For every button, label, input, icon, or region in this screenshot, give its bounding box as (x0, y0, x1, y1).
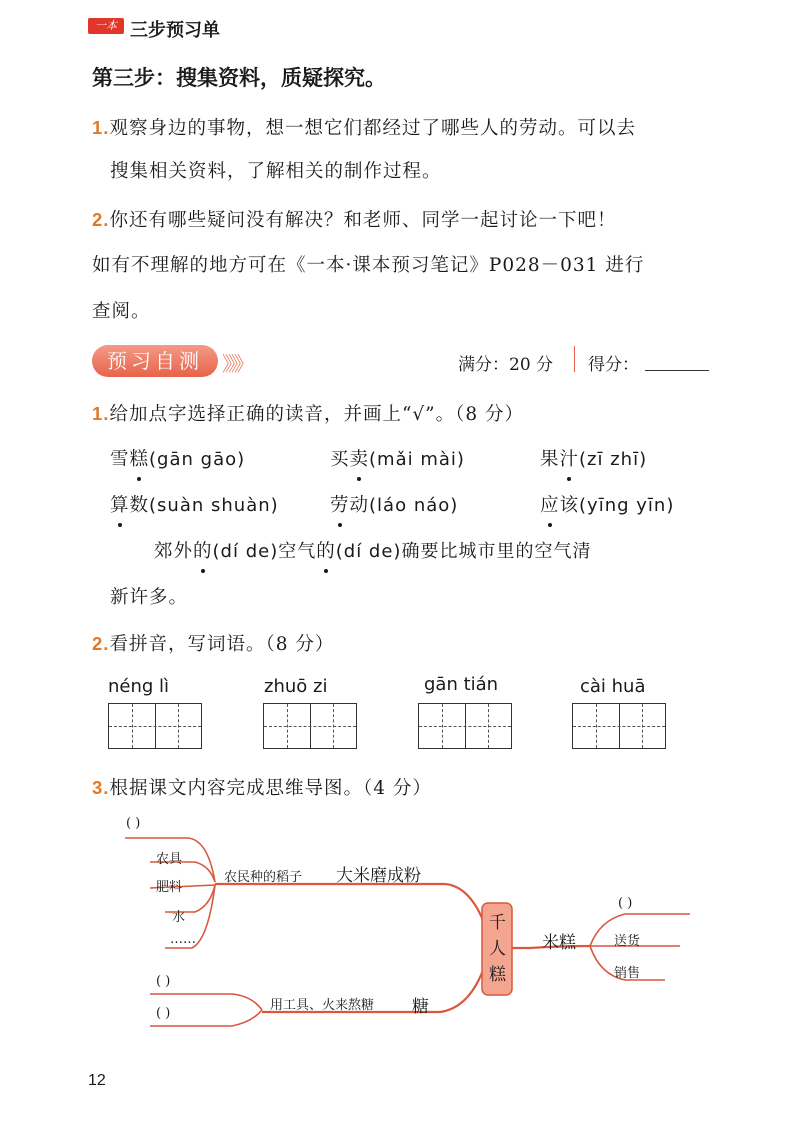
mindmap-blank[interactable]: ( ) (126, 816, 141, 831)
char: 果 (540, 449, 560, 470)
q1-sentence-line2: 新许多。 (110, 587, 189, 608)
self-test-badge: 预习自测 (92, 345, 218, 377)
dotted-char: 的 (193, 541, 213, 562)
sentence-part: 郊外 (154, 541, 194, 562)
q1-text: 给加点字选择正确的读音，并画上“√”。（8 分） (109, 404, 525, 425)
item-number: 3. (92, 777, 110, 798)
mindmap-item: 肥料 (156, 880, 183, 895)
full-score: 满分：20 分 (458, 355, 554, 375)
sentence-part[interactable]: (dí de)确要比城市里的空气清 (335, 541, 592, 562)
header-title: 三步预习单 (130, 20, 220, 41)
char: 数 (129, 495, 150, 516)
sentence-part[interactable]: (dí de)空气 (212, 541, 317, 562)
note-line2: 查阅。 (92, 301, 151, 322)
chevron-icon: 》》》 (222, 352, 250, 376)
mindmap-label: 农民种的稻子 (224, 870, 303, 885)
center-char: 千 (489, 913, 506, 933)
char: 买 (330, 449, 350, 470)
item1-text-line1: 观察身边的事物，想一想它们都经过了哪些人的劳动。可以去 (109, 118, 636, 139)
dotted-char: 卖 (349, 449, 370, 470)
item-number: 2. (92, 633, 110, 654)
pinyin-options[interactable]: (láo náo) (369, 495, 459, 516)
dotted-char: 算 (110, 495, 130, 516)
char: 该 (559, 495, 580, 516)
pinyin-options[interactable]: (suàn shuàn) (149, 495, 279, 516)
center-char: 人 (489, 939, 506, 959)
item-number: 1. (92, 117, 110, 138)
pinyin-options[interactable]: (yīng yīn) (579, 495, 675, 516)
dotted-char: 劳 (330, 495, 350, 516)
pinyin-label: néng lì (108, 676, 170, 697)
item2-text: 你还有哪些疑问没有解决？和老师、同学一起讨论一下吧！ (109, 210, 617, 231)
pinyin-label: cài huā (580, 676, 646, 697)
mindmap-item: 送货 (614, 934, 641, 949)
brand-logo: 一本 (88, 18, 124, 34)
score-label: 得分： (588, 355, 639, 375)
pinyin-label: gān tián (424, 674, 499, 695)
mindmap-blank[interactable]: ( ) (618, 896, 633, 911)
mindmap-item: 农具 (156, 852, 183, 867)
item1-text-line2: 搜集相关资料，了解相关的制作过程。 (110, 161, 442, 182)
mindmap-blank[interactable]: ( ) (156, 974, 171, 989)
dotted-char: 的 (316, 541, 336, 562)
mindmap-item: …… (170, 932, 196, 947)
page-number: 12 (88, 1072, 106, 1089)
note-line1: 如有不理解的地方可在《一本·课本预习笔记》P028－031 进行 (92, 255, 645, 276)
dotted-char: 糕 (129, 449, 150, 470)
center-char: 糕 (489, 965, 506, 985)
q3-text: 根据课文内容完成思维导图。（4 分） (109, 778, 432, 799)
pinyin-options[interactable]: (zī zhī) (579, 449, 648, 470)
mindmap-item: 水 (172, 910, 186, 925)
mindmap-branch: 大米磨成粉 (336, 866, 421, 886)
pinyin-label: zhuō zi (264, 676, 328, 697)
pinyin-options[interactable]: (mǎi mài) (369, 449, 465, 470)
mindmap-blank[interactable]: ( ) (156, 1006, 171, 1021)
step3-heading: 第三步：搜集资料，质疑探究。 (92, 66, 386, 90)
dotted-char: 应 (540, 495, 560, 516)
item-number: 2. (92, 209, 110, 230)
mindmap-center (489, 910, 505, 988)
item-number: 1. (92, 403, 110, 424)
dotted-char: 汁 (559, 449, 580, 470)
char: 雪 (110, 449, 130, 470)
mindmap-label: 用工具、火来熬糖 (270, 998, 375, 1013)
q2-text: 看拼音，写词语。（8 分） (109, 634, 335, 655)
char: 动 (349, 495, 370, 516)
mindmap-branch: 糖 (412, 997, 429, 1017)
pinyin-options[interactable]: (gān gāo) (149, 449, 246, 470)
mindmap-item: 销售 (614, 966, 641, 981)
mindmap-branch: 米糕 (542, 933, 576, 953)
